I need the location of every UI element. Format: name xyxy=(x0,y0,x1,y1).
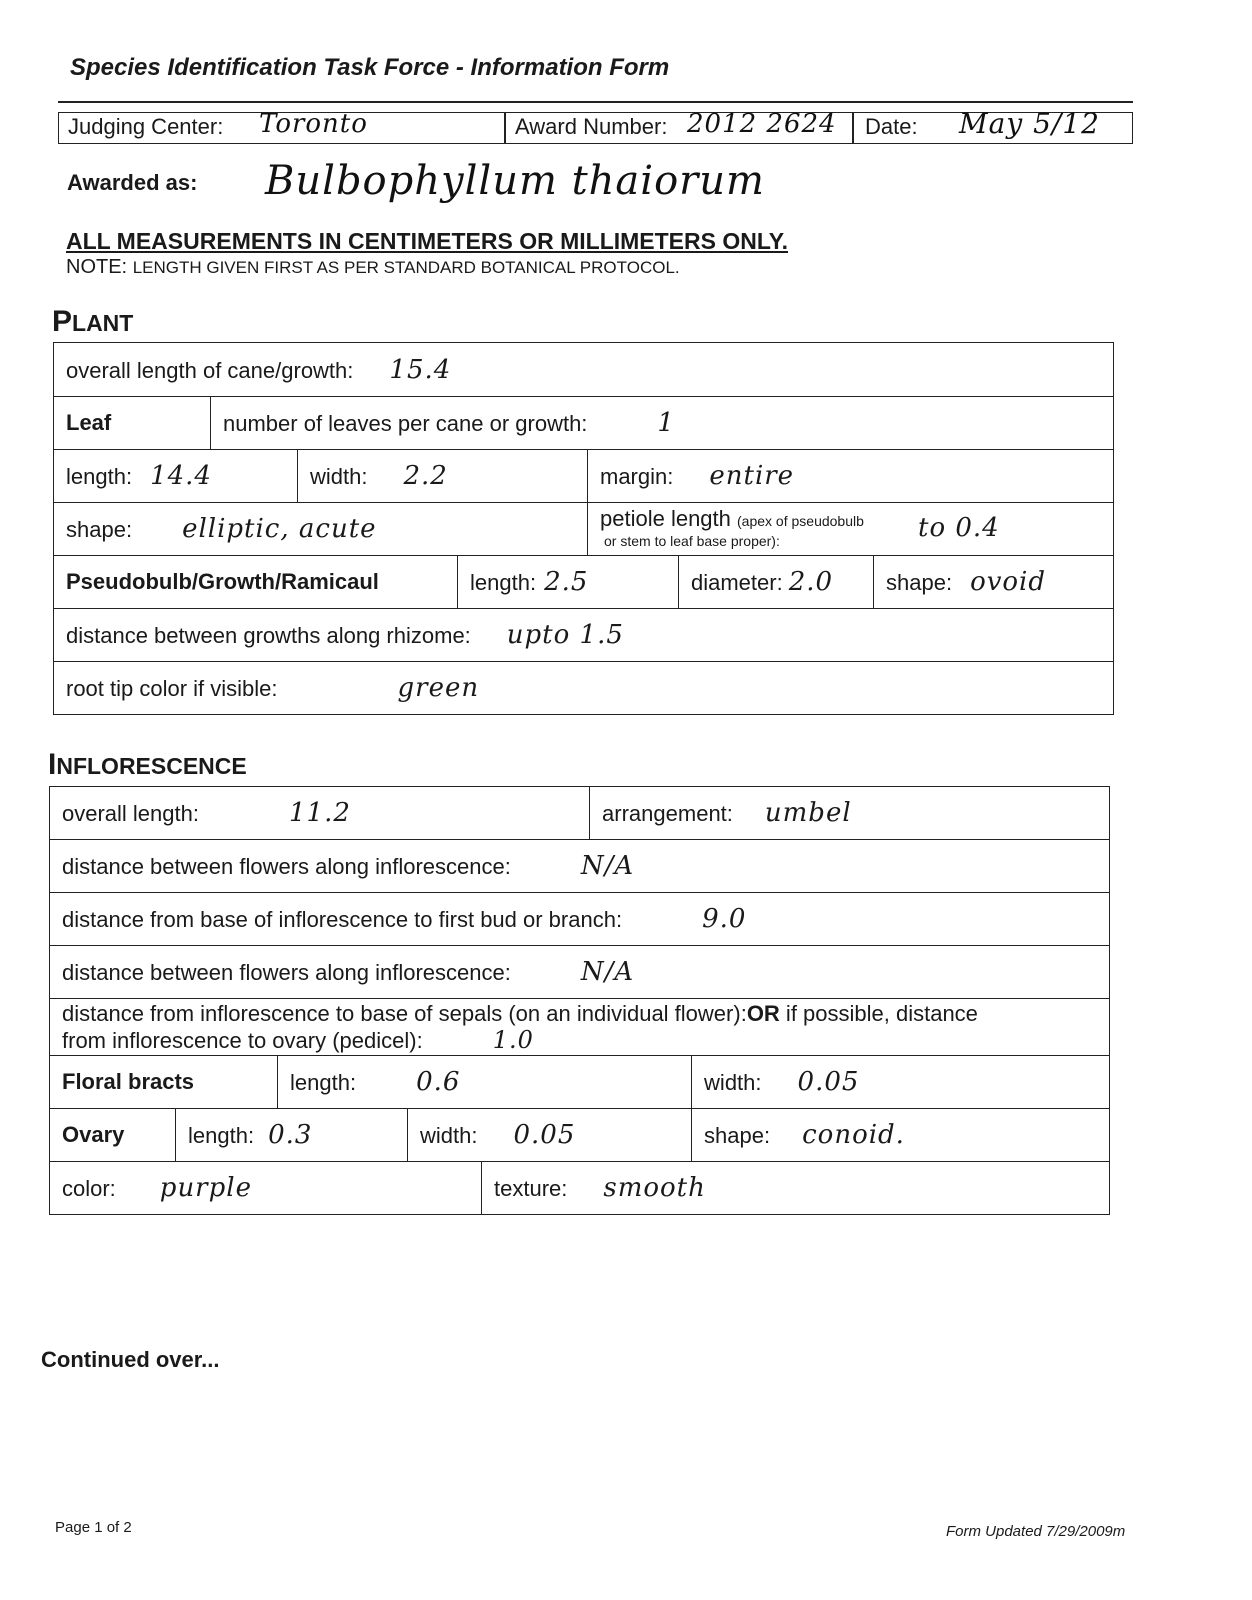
bracts-length-value[interactable]: 0.6 xyxy=(416,1067,461,1097)
pb-shape-value[interactable]: ovoid xyxy=(970,567,1047,597)
ovary-shape-value[interactable]: conoid. xyxy=(802,1120,905,1150)
root-tip-row xyxy=(54,662,1114,715)
award-number-label: Award Number: xyxy=(515,114,668,139)
inflorescence-heading: INFLORESCENCE xyxy=(48,748,247,781)
leaf-dimensions-row xyxy=(54,450,1114,503)
leaf-length-value[interactable]: 14.4 xyxy=(150,461,212,491)
sepals-row xyxy=(50,999,1110,1056)
ovary-width-value[interactable]: 0.05 xyxy=(513,1120,576,1150)
arrangement-value[interactable]: umbel xyxy=(764,798,852,828)
pb-length-label: length: xyxy=(470,570,537,595)
sepals-label-2: if possible, distance xyxy=(779,1001,978,1026)
header-divider xyxy=(852,113,854,143)
margin-value[interactable]: entire xyxy=(709,461,795,491)
pseudobulb-label: Pseudobulb/Growth/Ramicaul xyxy=(66,569,379,594)
sepals-label-3: from inflorescence to ovary (pedicel): xyxy=(62,1028,423,1053)
plant-heading: PLANT xyxy=(52,305,134,338)
header-divider xyxy=(504,113,506,143)
margin-label: margin: xyxy=(600,464,674,489)
judging-center-label: Judging Center: xyxy=(68,114,224,139)
rhizome-distance-label: distance between growths along rhizome: xyxy=(66,623,471,648)
protocol-note xyxy=(66,256,680,279)
root-tip-value[interactable]: green xyxy=(397,673,480,703)
ovary-width-label: width: xyxy=(420,1123,478,1148)
rhizome-distance-value[interactable]: upto 1.5 xyxy=(506,620,624,650)
plant-table xyxy=(53,342,1114,715)
dist-flowers-2-value[interactable]: N/A xyxy=(580,957,635,987)
bracts-width-label: width: xyxy=(704,1070,762,1095)
ovary-length-value[interactable]: 0.3 xyxy=(268,1120,313,1150)
bracts-width-value[interactable]: 0.05 xyxy=(797,1067,860,1097)
dist-flowers-2-label: distance between flowers along inflorescence: xyxy=(62,960,511,985)
award-number-value[interactable]: 2012 2624 xyxy=(687,109,837,139)
petiole-note-2: or stem to leaf base proper): xyxy=(604,533,780,549)
ovary-label: Ovary xyxy=(62,1122,125,1147)
infl-overall-length-label: overall length: xyxy=(62,801,199,826)
leaf-width-value[interactable]: 2.2 xyxy=(403,461,448,491)
note-text: LENGTH GIVEN FIRST AS PER STANDARD BOTANICAL PROTOCOL. xyxy=(132,258,680,277)
rhizome-row xyxy=(54,609,1114,662)
form-updated: Form Updated 7/29/2009m xyxy=(946,1523,1126,1540)
continued-over: Continued over... xyxy=(41,1347,220,1372)
measurement-heading: ALL MEASUREMENTS IN CENTIMETERS OR MILLIMETERS ONLY. xyxy=(66,228,788,254)
awarded-as-value[interactable]: Bulbophyllum thaiorum xyxy=(265,158,765,204)
dist-flowers-row xyxy=(50,840,1110,893)
color-value[interactable]: purple xyxy=(159,1173,252,1203)
overall-length-label: overall length of cane/growth: xyxy=(66,357,354,383)
root-tip-label: root tip color if visible: xyxy=(66,676,278,701)
leaf-length-label: length: xyxy=(66,464,133,489)
awarded-as-label: Awarded as: xyxy=(67,170,198,195)
ovary-length-label: length: xyxy=(188,1123,255,1148)
leaf-shape-row xyxy=(54,503,1114,556)
pb-length-value[interactable]: 2.5 xyxy=(544,567,589,597)
ovary-row xyxy=(50,1109,1110,1162)
color-label: color: xyxy=(62,1176,116,1201)
leaves-per-growth-label: number of leaves per cane or growth: xyxy=(223,411,588,436)
texture-value[interactable]: smooth xyxy=(603,1173,706,1203)
floral-bracts-row xyxy=(50,1056,1110,1109)
petiole-note-1: (apex of pseudobulb xyxy=(737,513,864,529)
pseudobulb-row xyxy=(54,556,1114,609)
petiole-label: petiole length xyxy=(600,506,731,531)
leaf-row xyxy=(54,397,1114,450)
dist-flowers-label: distance between flowers along inflorescence: xyxy=(62,854,511,879)
infl-overall-length-value[interactable]: 11.2 xyxy=(288,798,351,828)
bracts-length-label: length: xyxy=(290,1070,357,1095)
overall-length-row xyxy=(54,343,1114,397)
note-prefix: NOTE: xyxy=(66,256,128,278)
dist-first-bud-row xyxy=(50,893,1110,946)
dist-first-bud-label: distance from base of inflorescence to first bud or branch: xyxy=(62,907,623,932)
leaf-width-label: width: xyxy=(310,464,368,489)
dist-first-bud-value[interactable]: 9.0 xyxy=(702,904,747,934)
judging-center-value[interactable]: Toronto xyxy=(259,109,368,139)
color-texture-row xyxy=(50,1162,1110,1215)
title-rule xyxy=(58,101,1133,103)
sepals-or: OR xyxy=(746,1001,780,1026)
sepals-label-1: distance from inflorescence to base of sepals (on an individual flower): xyxy=(62,1001,747,1026)
overall-length-value[interactable]: 15.4 xyxy=(389,354,452,385)
arrangement-label: arrangement: xyxy=(602,801,733,826)
shape-value[interactable]: elliptic, acute xyxy=(182,514,377,544)
date-label: Date: xyxy=(865,114,918,139)
pb-diameter-label: diameter: xyxy=(691,570,783,595)
petiole-value[interactable]: to 0.4 xyxy=(918,513,1000,543)
texture-label: texture: xyxy=(494,1176,568,1201)
header-row xyxy=(58,107,1133,144)
shape-label: shape: xyxy=(66,517,133,542)
dist-flowers-2-row xyxy=(50,946,1110,999)
leaves-per-growth-value[interactable]: 1 xyxy=(657,408,675,438)
bracts-label: Floral bracts xyxy=(62,1069,195,1094)
pb-diameter-value[interactable]: 2.0 xyxy=(788,567,834,597)
date-value[interactable]: May 5/12 xyxy=(959,107,1100,140)
dist-flowers-value[interactable]: N/A xyxy=(580,851,635,881)
page-number: Page 1 of 2 xyxy=(55,1519,132,1536)
infl-overall-row xyxy=(50,787,1110,840)
ovary-shape-label: shape: xyxy=(704,1123,771,1148)
leaf-label: Leaf xyxy=(66,410,112,435)
form-title: Species Identification Task Force - Information Form xyxy=(70,54,670,81)
sepals-value[interactable]: 1.0 xyxy=(492,1026,534,1054)
inflorescence-table xyxy=(49,786,1110,1215)
pb-shape-label: shape: xyxy=(886,570,953,595)
